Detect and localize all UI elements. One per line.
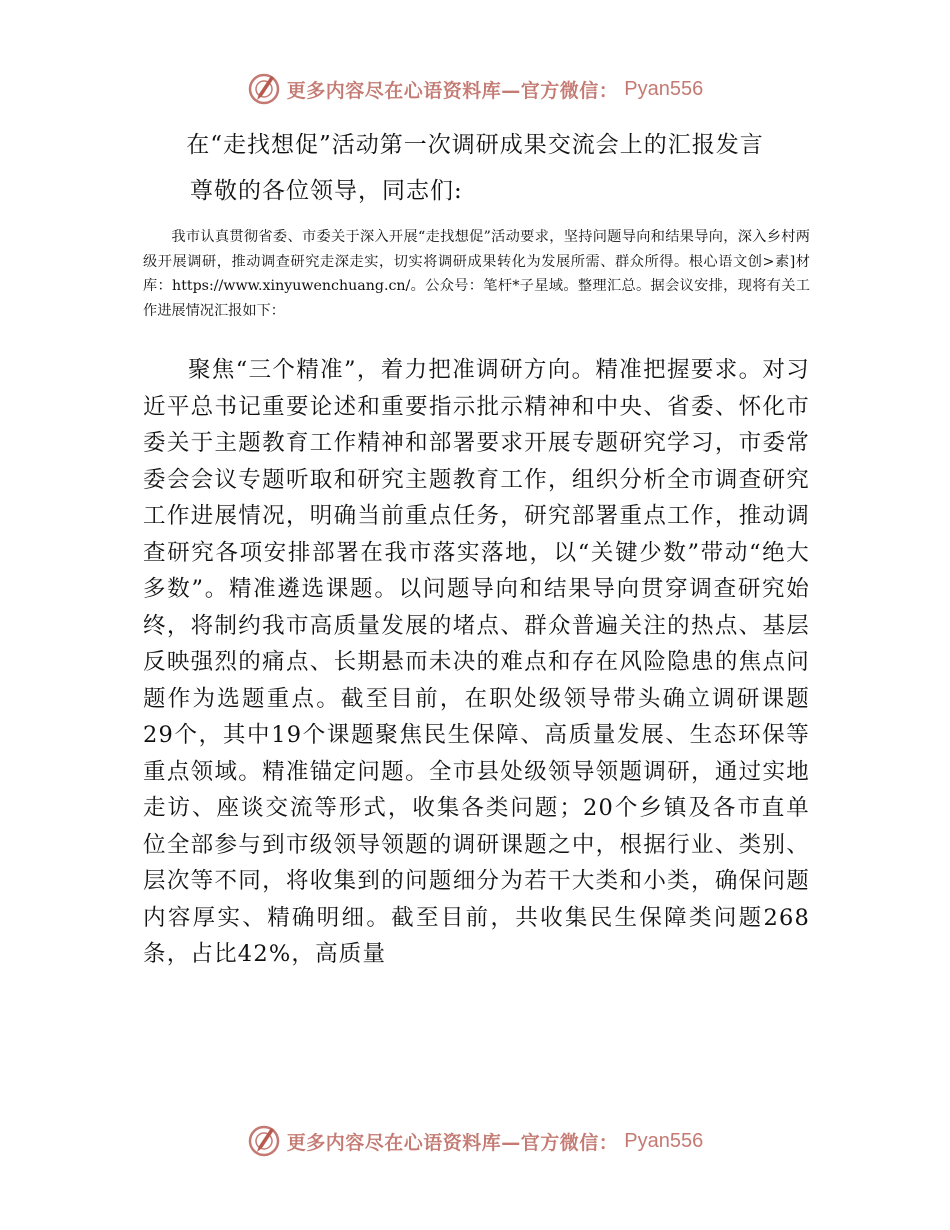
footer-banner: [0, 1124, 950, 1162]
banner-wechat-id: Pyan556: [624, 77, 704, 100]
document-title: 在“走找想促”活动第一次调研成果交流会上的汇报发言: [186, 132, 764, 158]
intro-paragraph: 我市认真贯彻省委、市委关于深入开展“走找想促”活动要求，坚持问题导向和结果导向，深入乡村两级开展调研，推动调查研究走深走实，切实将调研成果转化为发展所需、群众所得。根心语文创>素]材库：https://www.xinyuwenchuang.cn/。公众号：笔杆*子星域。整理汇总。据会议安排，现将有关工作进展情况汇报如下：: [143, 229, 810, 319]
salutation: 尊敬的各位领导，同志们:: [190, 178, 463, 204]
pen-logo-icon: [247, 1124, 281, 1158]
banner-wechat-id: Pyan556: [624, 1129, 704, 1152]
banner-text: 更多内容尽在心语资料库—官方微信：: [286, 79, 619, 102]
header-banner: [0, 72, 950, 110]
pen-logo-icon: [247, 72, 281, 106]
body-paragraph: 聚焦“三个精准”，着力把准调研方向。精准把握要求。对习近平总书记重要论述和重要指示批示精神和中央、省委、怀化市委关于主题教育工作精神和部署要求开展专题研究学习，市委常委会会议专题听取和研究主题教育工作，组织分析全市调查研究工作进展情况，明确当前重点任务，研究部署重点工作，推动调查研究各项安排部署在我市落实落地，以“关键少数”带动“绝大多数”。精准遴选课题。以问题导向和结果导向贯穿调查研究始终，将制约我市高质量发展的堵点、群众普遍关注的热点、基层反映强烈的痛点、长期悬而未决的难点和存在风险隐患的焦点问题作为选题重点。截至目前，在职处级领导带头确立调研课题29个，其中19个课题聚焦民生保障、高质量发展、生态环保等重点领域。精准锚定问题。全市县处级领导领题调研，通过实地走访、座谈交流等形式，收集各类问题；20个乡镇及各市直单位全部参与到市级领导领题的调研课题之中，根据行业、类别、层次等不同，将收集到的问题细分为若干大类和小类，确保问题内容厚实、精确明细。截至目前，共收集民生保障类问题268条，占比42%，高质量: [143, 357, 810, 967]
banner-text: 更多内容尽在心语资料库—官方微信：: [286, 1131, 619, 1154]
